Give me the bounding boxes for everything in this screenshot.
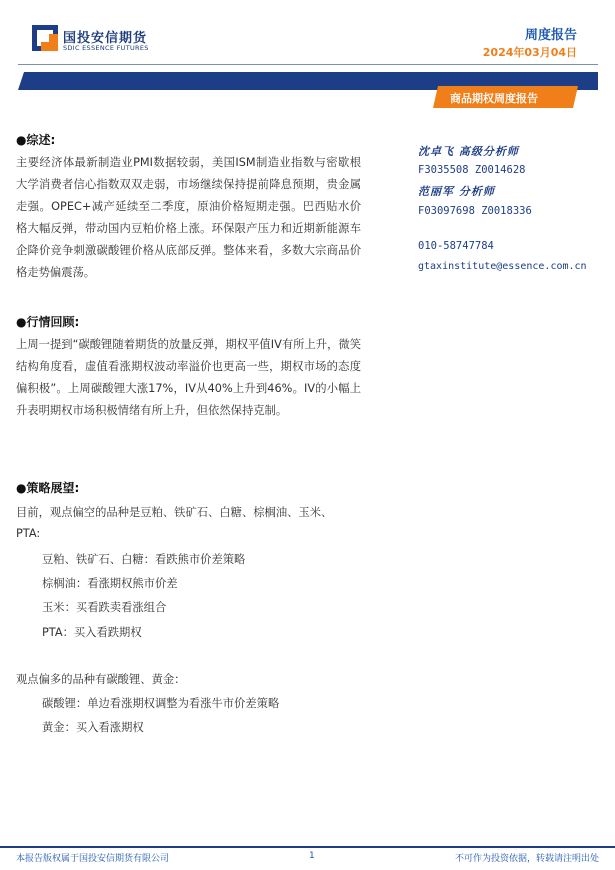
- banner-label: 商品期权周度报告: [450, 92, 538, 105]
- bullish-intro: 观点偏多的品种有碳酸锂、黄金：: [16, 673, 186, 686]
- contact-phone: 010-58747784: [418, 240, 494, 252]
- company-logo-icon: [32, 25, 58, 51]
- summary-text: 主要经济体最新制造业PMI数据较弱，美国ISM制造业指数与密歇根大学消费者信心指数双双走弱，市场继续保持提前降息预期，贵金属走强。OPEC+减产延续至二季度，原油价格短期走强。巴西贴水价格大幅反弹，带动国内豆粕价格上涨。环保限产压力和近期新能源车企降价竞争刺激碳酸锂价格从底部反弹。整体来看，多数大宗商品价格走势偏震荡。: [16, 156, 361, 279]
- bearish-item: PTA：买入看跌期权: [42, 626, 142, 639]
- logo-chinese-name: 国投安信期货: [63, 31, 148, 46]
- page-number: 1: [309, 851, 315, 861]
- header-divider: [18, 64, 598, 65]
- report-date: 2024年03月04日: [482, 46, 577, 59]
- strategy-title: ●策略展望:: [16, 481, 80, 495]
- logo-english-name: SDIC ESSENCE FUTURES: [63, 44, 149, 52]
- bearish-item: 玉米：买看跌卖看涨组合: [42, 601, 167, 614]
- analyst-2-code: F03097698 Z0018336: [418, 205, 532, 217]
- analyst-1-code: F3035508 Z0014628: [418, 164, 526, 176]
- contact-email[interactable]: gtaxinstitute@essence.com.cn: [418, 261, 587, 272]
- analyst-2-name: 范丽军 分析师: [418, 185, 495, 198]
- bearish-item: 棕榈油：看涨期权熊市价差: [42, 577, 178, 590]
- bearish-item: 豆粕、铁矿石、白糖：看跌熊市价差策略: [42, 553, 246, 566]
- summary-title: ●综述:: [16, 133, 56, 147]
- footer-copyright: 本报告版权属于国投安信期货有限公司: [16, 854, 170, 864]
- analyst-1-name: 沈卓飞 高级分析师: [418, 145, 519, 158]
- bullish-item: 黄金：买入看涨期权: [42, 721, 144, 734]
- review-title: ●行情回顾:: [16, 315, 80, 329]
- review-text: 上周一提到“碳酸锂随着期货的放量反弹，期权平值IV有所上升，微笑结构角度看，虚值看涨期权波动率溢价也更高一些，期权市场的态度偏积极”。上周碳酸锂大涨17%，IV从40%上升到46%。IV的小幅上升表明期权市场积极情绪有所上升，但依然保持克制。: [16, 338, 361, 417]
- footer-divider: [0, 846, 615, 848]
- bearish-intro: 目前，观点偏空的品种是豆粕、铁矿石、白糖、棕榈油、玉米、: [16, 506, 333, 519]
- footer-disclaimer: 不可作为投资依据，转载请注明出处: [454, 854, 599, 864]
- report-type: 周度报告: [524, 28, 577, 43]
- bullish-item: 碳酸锂：单边看涨期权调整为看涨牛市价差策略: [42, 697, 280, 710]
- bearish-intro-cont: PTA:: [16, 527, 41, 540]
